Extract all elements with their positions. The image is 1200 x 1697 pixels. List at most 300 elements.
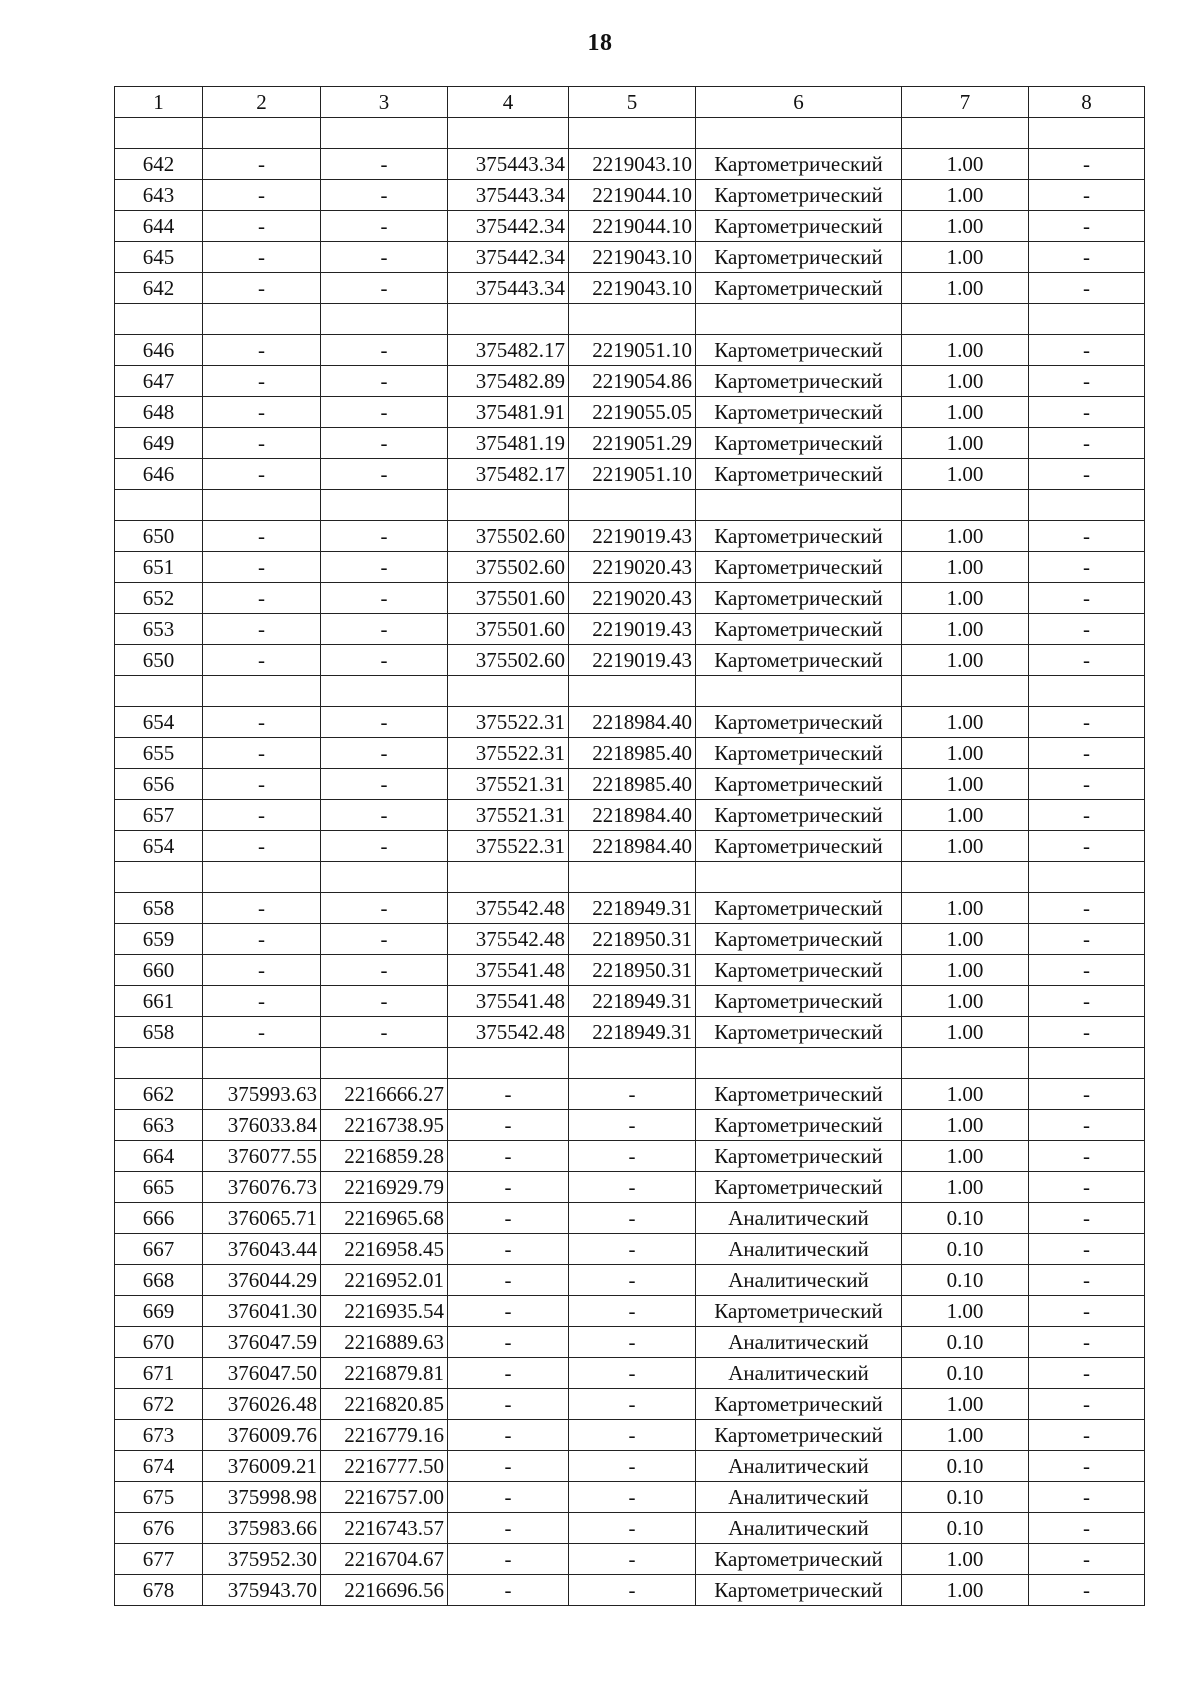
table-cell-empty: [203, 118, 321, 149]
table-cell-col3: 2216859.28: [321, 1141, 448, 1172]
table-cell-col1: 668: [115, 1265, 203, 1296]
table-cell-empty: [902, 676, 1029, 707]
table-cell-col5: 2219020.43: [569, 552, 696, 583]
table-cell-empty: [696, 676, 902, 707]
table-row: [115, 1017, 1145, 1048]
table-cell-empty: [569, 118, 696, 149]
table-cell-col6: Картометрический: [696, 614, 902, 645]
table-cell-col4: 375482.89: [448, 366, 569, 397]
table-cell-col5: -: [569, 1141, 696, 1172]
table-cell-col3: -: [321, 459, 448, 490]
table-cell-col1: 677: [115, 1544, 203, 1575]
table-cell-empty: [902, 304, 1029, 335]
table-cell-col7: 1.00: [902, 149, 1029, 180]
table-row: [115, 1575, 1145, 1606]
table-cell-col2: -: [203, 273, 321, 304]
table-cell-col5: 2219054.86: [569, 366, 696, 397]
table-cell-col4: 375482.17: [448, 335, 569, 366]
table-cell-col5: 2218984.40: [569, 800, 696, 831]
table-cell-col6: Картометрический: [696, 1172, 902, 1203]
table-cell-empty: [115, 1048, 203, 1079]
table-cell-col6: Аналитический: [696, 1513, 902, 1544]
table-cell-col7: 1.00: [902, 180, 1029, 211]
table-cell-col4: 375502.60: [448, 521, 569, 552]
table-cell-empty: [696, 304, 902, 335]
table-cell-col3: -: [321, 428, 448, 459]
table-cell-empty: [203, 490, 321, 521]
table-cell-col1: 676: [115, 1513, 203, 1544]
table-cell-col7: 1.00: [902, 552, 1029, 583]
table-cell-col5: 2218985.40: [569, 738, 696, 769]
table-cell-empty: [321, 862, 448, 893]
column-header: 7: [902, 87, 1029, 118]
table-cell-col4: -: [448, 1110, 569, 1141]
table-cell-col6: Картометрический: [696, 459, 902, 490]
table-cell-col4: 375481.19: [448, 428, 569, 459]
table-cell-col1: 678: [115, 1575, 203, 1606]
table-row: [115, 552, 1145, 583]
table-cell-col2: 376026.48: [203, 1389, 321, 1420]
table-cell-col8: -: [1029, 1389, 1145, 1420]
table-spacer-row: [115, 304, 1145, 335]
table-cell-col2: -: [203, 614, 321, 645]
table-cell-col2: 375943.70: [203, 1575, 321, 1606]
table-cell-col2: 376043.44: [203, 1234, 321, 1265]
table-cell-col1: 662: [115, 1079, 203, 1110]
table-cell-col7: 0.10: [902, 1482, 1029, 1513]
table-cell-col5: 2218984.40: [569, 707, 696, 738]
table-cell-col1: 651: [115, 552, 203, 583]
table-cell-col5: 2219051.29: [569, 428, 696, 459]
table-cell-col4: -: [448, 1141, 569, 1172]
table-row: [115, 955, 1145, 986]
table-cell-col6: Картометрический: [696, 273, 902, 304]
table-cell-col5: -: [569, 1079, 696, 1110]
table-cell-col4: 375521.31: [448, 769, 569, 800]
table-cell-col6: Картометрический: [696, 1575, 902, 1606]
table-cell-col1: 659: [115, 924, 203, 955]
table-cell-empty: [321, 1048, 448, 1079]
table-cell-col5: 2219043.10: [569, 149, 696, 180]
table-cell-empty: [1029, 862, 1145, 893]
table-cell-empty: [448, 1048, 569, 1079]
table-cell-col7: 1.00: [902, 273, 1029, 304]
table-cell-col6: Картометрический: [696, 521, 902, 552]
table-cell-col3: 2216738.95: [321, 1110, 448, 1141]
table-cell-col4: 375542.48: [448, 924, 569, 955]
table-spacer-row: [115, 676, 1145, 707]
table-cell-col8: -: [1029, 1358, 1145, 1389]
table-cell-col6: Картометрический: [696, 583, 902, 614]
table-cell-col2: 376033.84: [203, 1110, 321, 1141]
table-cell-col3: -: [321, 800, 448, 831]
table-cell-col2: -: [203, 707, 321, 738]
table-cell-col4: 375482.17: [448, 459, 569, 490]
table-cell-col6: Картометрический: [696, 645, 902, 676]
table-cell-col2: -: [203, 986, 321, 1017]
table-cell-col7: 1.00: [902, 645, 1029, 676]
table-cell-empty: [448, 862, 569, 893]
table-cell-col8: -: [1029, 552, 1145, 583]
table-cell-col1: 663: [115, 1110, 203, 1141]
table-cell-empty: [902, 118, 1029, 149]
table-cell-col4: 375501.60: [448, 614, 569, 645]
table-cell-col4: -: [448, 1451, 569, 1482]
table-cell-col1: 646: [115, 459, 203, 490]
table-row: [115, 769, 1145, 800]
table-cell-col3: -: [321, 769, 448, 800]
table-cell-col4: 375442.34: [448, 211, 569, 242]
table-cell-empty: [203, 862, 321, 893]
table-cell-col1: 660: [115, 955, 203, 986]
table-cell-col4: -: [448, 1544, 569, 1575]
table-row: [115, 645, 1145, 676]
table-cell-col1: 654: [115, 707, 203, 738]
table-cell-col1: 661: [115, 986, 203, 1017]
table-cell-col6: Аналитический: [696, 1358, 902, 1389]
table-cell-col8: -: [1029, 769, 1145, 800]
table-row: [115, 986, 1145, 1017]
table-cell-col8: -: [1029, 1451, 1145, 1482]
table-cell-col4: -: [448, 1327, 569, 1358]
table-cell-empty: [321, 304, 448, 335]
table-cell-col1: 673: [115, 1420, 203, 1451]
table-cell-col5: -: [569, 1296, 696, 1327]
table-cell-col2: 376065.71: [203, 1203, 321, 1234]
table-cell-col3: -: [321, 149, 448, 180]
table-cell-col2: -: [203, 1017, 321, 1048]
table-cell-col7: 1.00: [902, 211, 1029, 242]
table-cell-col6: Картометрический: [696, 831, 902, 862]
table-cell-col5: 2219051.10: [569, 335, 696, 366]
table-cell-empty: [569, 1048, 696, 1079]
table-cell-col8: -: [1029, 955, 1145, 986]
table-cell-col1: 650: [115, 521, 203, 552]
table-cell-col8: -: [1029, 180, 1145, 211]
table-cell-col4: 375481.91: [448, 397, 569, 428]
table-cell-col3: 2216777.50: [321, 1451, 448, 1482]
table-cell-col3: -: [321, 614, 448, 645]
table-cell-col1: 646: [115, 335, 203, 366]
table-cell-col5: -: [569, 1110, 696, 1141]
table-cell-empty: [902, 1048, 1029, 1079]
column-header: 8: [1029, 87, 1145, 118]
header-row: [115, 87, 1145, 118]
table-cell-col8: -: [1029, 1265, 1145, 1296]
table-cell-col1: 645: [115, 242, 203, 273]
table-cell-col4: -: [448, 1265, 569, 1296]
table-cell-col8: -: [1029, 1079, 1145, 1110]
table-cell-col1: 650: [115, 645, 203, 676]
table-cell-col1: 669: [115, 1296, 203, 1327]
table-cell-col2: -: [203, 893, 321, 924]
table-cell-col3: 2216952.01: [321, 1265, 448, 1296]
table-cell-col3: -: [321, 583, 448, 614]
table-cell-col4: -: [448, 1234, 569, 1265]
table-cell-col3: -: [321, 707, 448, 738]
table-cell-col4: 375501.60: [448, 583, 569, 614]
table-cell-col8: -: [1029, 149, 1145, 180]
table-cell-col8: -: [1029, 242, 1145, 273]
table-cell-col3: -: [321, 335, 448, 366]
table-cell-col7: 1.00: [902, 242, 1029, 273]
table-cell-col1: 670: [115, 1327, 203, 1358]
table-row: [115, 335, 1145, 366]
table-cell-col2: -: [203, 335, 321, 366]
table-cell-col6: Картометрический: [696, 769, 902, 800]
table-cell-col4: -: [448, 1203, 569, 1234]
table-cell-col6: Картометрический: [696, 1544, 902, 1575]
table-row: [115, 1451, 1145, 1482]
table-cell-col8: -: [1029, 1110, 1145, 1141]
table-cell-col5: 2218950.31: [569, 924, 696, 955]
table-cell-col2: -: [203, 366, 321, 397]
table-cell-col6: Картометрический: [696, 149, 902, 180]
table-cell-col5: 2218949.31: [569, 986, 696, 1017]
table-cell-col5: -: [569, 1513, 696, 1544]
table-row: [115, 149, 1145, 180]
table-cell-col7: 1.00: [902, 924, 1029, 955]
table-cell-col8: -: [1029, 397, 1145, 428]
table-cell-col6: Картометрический: [696, 211, 902, 242]
table-cell-empty: [696, 118, 902, 149]
table-cell-col7: 0.10: [902, 1451, 1029, 1482]
table-cell-col8: -: [1029, 800, 1145, 831]
table-cell-empty: [902, 490, 1029, 521]
table-cell-col5: 2219044.10: [569, 180, 696, 211]
table-cell-col2: -: [203, 211, 321, 242]
table-cell-col2: 376041.30: [203, 1296, 321, 1327]
table-cell-col5: 2219019.43: [569, 614, 696, 645]
table-cell-col7: 1.00: [902, 335, 1029, 366]
table-cell-col3: -: [321, 924, 448, 955]
table-cell-col6: Аналитический: [696, 1234, 902, 1265]
table-cell-col2: -: [203, 459, 321, 490]
table-cell-col7: 1.00: [902, 769, 1029, 800]
table-cell-col7: 1.00: [902, 614, 1029, 645]
table-cell-col6: Картометрический: [696, 180, 902, 211]
table-cell-col4: 375443.34: [448, 149, 569, 180]
table-cell-col3: -: [321, 831, 448, 862]
table-cell-col2: 375952.30: [203, 1544, 321, 1575]
table-cell-col6: Картометрический: [696, 1420, 902, 1451]
table-cell-col2: 376044.29: [203, 1265, 321, 1296]
table-cell-col1: 644: [115, 211, 203, 242]
table-cell-col8: -: [1029, 707, 1145, 738]
table-cell-col6: Аналитический: [696, 1265, 902, 1296]
table-cell-col1: 671: [115, 1358, 203, 1389]
table-cell-col4: -: [448, 1296, 569, 1327]
table-cell-empty: [203, 304, 321, 335]
table-cell-col8: -: [1029, 1513, 1145, 1544]
table-cell-col1: 658: [115, 1017, 203, 1048]
table-cell-col6: Картометрический: [696, 1017, 902, 1048]
table-cell-col5: -: [569, 1358, 696, 1389]
table-cell-empty: [448, 304, 569, 335]
table-cell-col7: 0.10: [902, 1327, 1029, 1358]
table-cell-col5: -: [569, 1389, 696, 1420]
table-cell-col3: -: [321, 955, 448, 986]
table-cell-empty: [569, 862, 696, 893]
table-cell-col8: -: [1029, 924, 1145, 955]
column-header: 4: [448, 87, 569, 118]
table-cell-col5: 2219055.05: [569, 397, 696, 428]
table-cell-col4: 375502.60: [448, 645, 569, 676]
table-cell-col3: 2216757.00: [321, 1482, 448, 1513]
table-cell-col6: Картометрический: [696, 397, 902, 428]
table-cell-col6: Картометрический: [696, 955, 902, 986]
table-cell-col3: -: [321, 521, 448, 552]
column-header: 6: [696, 87, 902, 118]
table-cell-col5: 2218984.40: [569, 831, 696, 862]
table-row: [115, 1358, 1145, 1389]
table-cell-col2: -: [203, 521, 321, 552]
table-cell-col8: -: [1029, 1017, 1145, 1048]
table-cell-col5: 2219020.43: [569, 583, 696, 614]
table-cell-col5: -: [569, 1482, 696, 1513]
table-cell-col3: 2216958.45: [321, 1234, 448, 1265]
table-cell-col3: -: [321, 1017, 448, 1048]
table-spacer-row: [115, 490, 1145, 521]
table-cell-col7: 1.00: [902, 1544, 1029, 1575]
table-cell-col6: Картометрический: [696, 1389, 902, 1420]
table-cell-col8: -: [1029, 1420, 1145, 1451]
table-cell-col4: -: [448, 1513, 569, 1544]
table-cell-col5: 2218949.31: [569, 893, 696, 924]
table-cell-col3: -: [321, 242, 448, 273]
table-row: [115, 583, 1145, 614]
column-header: 5: [569, 87, 696, 118]
table-row: [115, 738, 1145, 769]
table-cell-col1: 664: [115, 1141, 203, 1172]
table-row: [115, 459, 1145, 490]
table-cell-col7: 1.00: [902, 1389, 1029, 1420]
table-cell-empty: [1029, 1048, 1145, 1079]
table-cell-col8: -: [1029, 1296, 1145, 1327]
table-cell-col7: 1.00: [902, 1141, 1029, 1172]
table-cell-col1: 667: [115, 1234, 203, 1265]
table-cell-col6: Картометрический: [696, 366, 902, 397]
table-cell-col3: -: [321, 893, 448, 924]
table-cell-col2: 375998.98: [203, 1482, 321, 1513]
table-row: [115, 1110, 1145, 1141]
table-cell-col7: 1.00: [902, 955, 1029, 986]
table-spacer-row: [115, 1048, 1145, 1079]
table-row: [115, 1172, 1145, 1203]
table-cell-col7: 1.00: [902, 1575, 1029, 1606]
table-cell-col3: 2216779.16: [321, 1420, 448, 1451]
table-cell-col8: -: [1029, 893, 1145, 924]
table-cell-col4: 375542.48: [448, 1017, 569, 1048]
table-cell-col3: 2216820.85: [321, 1389, 448, 1420]
table-cell-col2: 376047.50: [203, 1358, 321, 1389]
table-cell-col4: -: [448, 1482, 569, 1513]
table-cell-col2: -: [203, 955, 321, 986]
table-cell-col4: 375443.34: [448, 273, 569, 304]
table-cell-col8: -: [1029, 1203, 1145, 1234]
table-cell-col8: -: [1029, 583, 1145, 614]
table-cell-empty: [321, 490, 448, 521]
table-cell-col3: 2216965.68: [321, 1203, 448, 1234]
table-cell-col5: 2218949.31: [569, 1017, 696, 1048]
table-spacer-row: [115, 118, 1145, 149]
table-cell-col6: Аналитический: [696, 1482, 902, 1513]
table-cell-col1: 674: [115, 1451, 203, 1482]
table-row: [115, 180, 1145, 211]
table-cell-col4: 375542.48: [448, 893, 569, 924]
table-cell-empty: [569, 676, 696, 707]
table-row: [115, 366, 1145, 397]
table-cell-col5: -: [569, 1172, 696, 1203]
table-cell-col3: 2216704.67: [321, 1544, 448, 1575]
table-cell-col6: Картометрический: [696, 242, 902, 273]
table-cell-col2: 375983.66: [203, 1513, 321, 1544]
table-cell-col7: 1.00: [902, 583, 1029, 614]
table-cell-col6: Картометрический: [696, 924, 902, 955]
table-row: [115, 1389, 1145, 1420]
column-header: 2: [203, 87, 321, 118]
table-cell-empty: [448, 118, 569, 149]
table-cell-col6: Картометрический: [696, 1079, 902, 1110]
table-row: [115, 800, 1145, 831]
table-row: [115, 924, 1145, 955]
table-cell-col4: -: [448, 1389, 569, 1420]
table-cell-col6: Картометрический: [696, 800, 902, 831]
table-cell-col7: 1.00: [902, 366, 1029, 397]
table-cell-col1: 647: [115, 366, 203, 397]
table-cell-col3: 2216666.27: [321, 1079, 448, 1110]
table-cell-col1: 643: [115, 180, 203, 211]
table-row: [115, 1544, 1145, 1575]
table-cell-col2: 376077.55: [203, 1141, 321, 1172]
table-cell-col2: -: [203, 738, 321, 769]
table-cell-col6: Картометрический: [696, 335, 902, 366]
table-cell-empty: [1029, 118, 1145, 149]
table-row: [115, 521, 1145, 552]
table-cell-col4: 375522.31: [448, 831, 569, 862]
table-row: [115, 1079, 1145, 1110]
table-cell-empty: [115, 118, 203, 149]
table-cell-col2: -: [203, 924, 321, 955]
table-row: [115, 1265, 1145, 1296]
table-cell-empty: [569, 304, 696, 335]
table-cell-col5: 2218985.40: [569, 769, 696, 800]
table-cell-col8: -: [1029, 1327, 1145, 1358]
table-cell-empty: [115, 304, 203, 335]
table-cell-col6: Картометрический: [696, 1141, 902, 1172]
page-number: 18: [587, 30, 613, 56]
table-cell-col4: 375522.31: [448, 738, 569, 769]
table-cell-col4: 375541.48: [448, 986, 569, 1017]
table-cell-col1: 658: [115, 893, 203, 924]
table-cell-col7: 1.00: [902, 1296, 1029, 1327]
table-cell-col7: 1.00: [902, 893, 1029, 924]
table-cell-empty: [696, 1048, 902, 1079]
table-cell-col4: 375443.34: [448, 180, 569, 211]
table-cell-col7: 1.00: [902, 1017, 1029, 1048]
table-cell-col1: 649: [115, 428, 203, 459]
table-cell-col7: 1.00: [902, 397, 1029, 428]
table-cell-col8: -: [1029, 1172, 1145, 1203]
table-cell-col2: 375993.63: [203, 1079, 321, 1110]
table-cell-col8: -: [1029, 1234, 1145, 1265]
table-row: [115, 1420, 1145, 1451]
table-cell-empty: [115, 862, 203, 893]
table-cell-empty: [569, 490, 696, 521]
table-cell-col4: 375541.48: [448, 955, 569, 986]
table-cell-col3: 2216929.79: [321, 1172, 448, 1203]
table-cell-col1: 653: [115, 614, 203, 645]
